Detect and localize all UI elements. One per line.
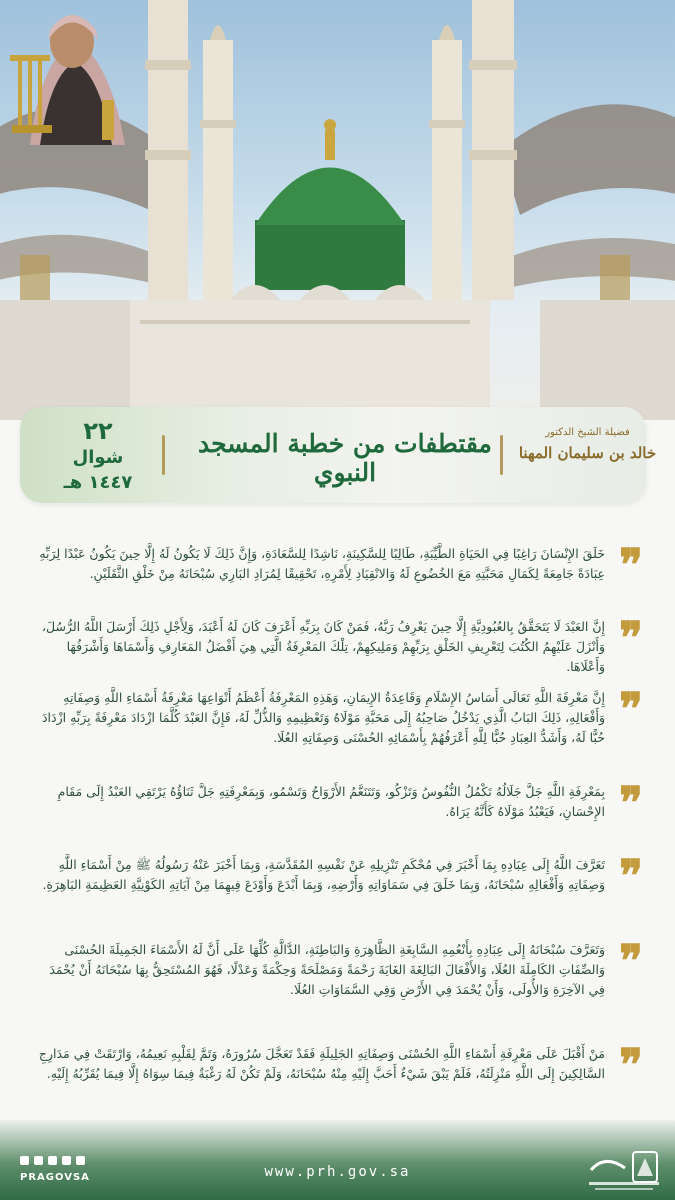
excerpt-text: خَلَقَ الإِنْسَانَ رَاغِبًا فِي الحَيَاةِ الطَّيِّبَةِ، طَالِبًا لِلسَّكِينَةِ، نَاشِدًا لِلسَّعَادَةِ، وَإِنَّ ذَلِكَ لَا يَكُونُ لَهُ إِلَّا حِينَ يَكُونُ عَبْدًا لِرَبِّهِ عِبَادَةً جَامِعَةً لِكَمَالِ مَحَبَّتِهِ مَعَ الخُضُوعِ لَهُ وَالانْقِيَادِ لِأَمْرِهِ، تَحْقِيقًا لِمُرَادِ البَارِي سُبْحَانَهُ مِنْ خَلْقِ الثَّقَلَيْنِ. — [39, 546, 605, 581]
quote-icon: ❞ — [619, 613, 643, 664]
excerpt-3 — [30, 684, 645, 748]
sermon-title: مقتطفات من خطبة المسجد النبوي — [198, 429, 492, 487]
excerpt-4 — [30, 778, 645, 829]
excerpt-7 — [30, 1040, 645, 1091]
quote-icon: ❞ — [619, 1040, 643, 1091]
footer — [0, 1120, 675, 1200]
excerpt-text: تَعَرَّفَ اللَّهُ إِلَى عِبَادِهِ بِمَا أَخْبَرَ فِي مُحْكَمِ تَنْزِيلِهِ عَنْ نَفْسِهِ المُقَدَّسَةِ، وَبِمَا أَخْبَرَ عَنْهُ رَسُولُهُ ﷺ مِنْ أَسْمَاءِ اللَّهِ وَصِفَاتِهِ وَأَفْعَالِهِ سُبْحَانَهُ، وَبِمَا خَلَقَ فِي سَمَاوَاتِهِ وَأَرْضِهِ، وَبِمَا أَبْدَعَ وَأَوْدَعَ فِيهِمَا مِنْ آيَاتِهِ الكَوْنِيَّةِ العَظِيمَةِ البَاهِرَةِ. — [42, 857, 605, 892]
website-link[interactable]: www.prh.gov.sa — [264, 1164, 411, 1180]
date-year: ١٤٤٧ هـ — [63, 472, 133, 493]
excerpt-5 — [30, 851, 645, 902]
social-handle: PRAGOVSA — [20, 1172, 90, 1183]
excerpt-1 — [30, 540, 645, 591]
excerpt-text: إِنَّ مَعْرِفَةَ اللَّهِ تَعَالَى أَسَاسُ الإِسْلَامِ وَقَاعِدَةُ الإِيمَانِ، وَهَذِهِ المَعْرِفَةُ أَعْظَمُ أَنْوَاعِهَا مَعْرِفَةُ أَسْمَاءِ اللَّهِ وَصِفَاتِهِ وَأَفْعَالِهِ، ذَلِكَ البَابُ الَّذِي يَدْخُلُ صَاحِبُهُ إِلَى مَحَبَّةِ مَوْلَاهُ وَتَعْظِيمِهِ وَالذُّلِّ لَهُ، فَإِنَّ العَبْدَ كُلَّمَا ازْدَادَ مَعْرِفَةً بِرَبِّهِ ازْدَادَ حُبًّا لَهُ، وَأَشَدُّ العِبَادِ حُبًّا لِلَّهِ أَعْرَفُهُمْ بِأَسْمَائِهِ الحُسْنَى وَصِفَاتِهِ العُلَا. — [41, 690, 605, 745]
preacher-photo — [0, 0, 140, 145]
excerpt-text: إِنَّ العَبْدَ لَا يَتَحَقَّقُ بِالعُبُودِيَّةِ إِلَّا حِينَ يَعْرِفُ رَبَّهُ، فَمَنْ كَانَ بِرَبِّهِ أَعْرَفَ كَانَ لَهُ أَعْبَدَ، وَلِأَجْلِ ذَلِكَ أَرْسَلَ اللَّهُ الرُّسُلَ، وَأَنْزَلَ عَلَيْهِمُ الكُتُبَ لِتَعْرِيفِ الخَلْقِ بِرَبِّهِمْ وَمَلِيكِهِمْ، تِلْكَ المَعْرِفَةُ الَّتِي هِيَ أَفْضَلُ المَعَارِفِ وَأَسْمَاهَا وَأَشْرَفُهَا وَأَعْلَاهَا. — [41, 619, 605, 674]
excerpt-text: مَنْ أَقْبَلَ عَلَى مَعْرِفَةِ أَسْمَاءِ اللَّهِ الحُسْنَى وَصِفَاتِهِ الجَلِيلَةِ فَقَدْ تَعَجَّلَ سُرُورَهُ، وَتَمَّ لِقَلْبِهِ نَعِيمُهُ، وَارْتَقَتْ فِي مَدَارِجِ السَّالِكِينَ إِلَى اللَّهِ مَنْزِلَتُهُ، فَلَمْ يَبْقَ شَيْءٌ أَحَبَّ إِلَيْهِ مِنْهُ سُبْحَانَهُ، وَلَمْ تَكُنْ لَهُ رَغْبَةٌ فِيمَا سِوَاهُ إِلَّا فِيمَا يُقَرِّبُهُ إِلَيْهِ. — [38, 1046, 605, 1081]
preacher-name: خالد بن سليمان المهنا — [518, 444, 657, 462]
title-banner — [20, 407, 657, 503]
presidency-logo-icon — [585, 1146, 665, 1194]
date-month: شوال — [72, 447, 124, 468]
divider — [500, 435, 503, 475]
quote-icon: ❞ — [619, 540, 643, 591]
quote-icon: ❞ — [619, 851, 643, 902]
hero-image — [0, 0, 675, 420]
preacher-honorific: فضيلة الشيخ الدكتور — [545, 427, 630, 438]
excerpt-2 — [30, 613, 645, 677]
quote-icon: ❞ — [619, 936, 643, 987]
quote-icon: ❞ — [619, 778, 643, 829]
excerpt-6 — [30, 936, 645, 1000]
date-block — [58, 417, 138, 495]
quote-icon: ❞ — [619, 684, 643, 735]
excerpt-text: بِمَعْرِفَةِ اللَّهِ جَلَّ جَلَالُهُ تَكْمُلُ النُّفُوسُ وَتَزْكُو، وَتَتَنَعَّمُ الأَرْوَاحُ وَتَسْمُو، وَبِمَعْرِفَتِهِ جَلَّ ثَنَاؤُهُ يَرْتَقِي العَبْدُ إِلَى مَقَامِ الإِحْسَانِ، فَيَعْبُدُ مَوْلَاهُ كَأَنَّهُ يَرَاهُ. — [57, 784, 605, 819]
divider — [162, 435, 165, 475]
preacher-block — [515, 425, 660, 465]
date-day: ٢٢ — [83, 417, 113, 445]
excerpt-text: وَتَعَرَّفَ سُبْحَانَهُ إِلَى عِبَادِهِ بِأَنْعُمِهِ السَّابِغَةِ الظَّاهِرَةِ وَالبَاطِنَةِ، الدَّالَّةِ كُلِّهَا عَلَى أَنَّ لَهُ الأَسْمَاءَ الجَمِيلَةَ الحُسْنَى وَالصِّفَاتِ الكَامِلَةَ العُلَا، وَالأَفْعَالَ البَالِغَةَ الغَايَةَ رَحْمَةً وَمَصْلَحَةً وَحِكْمَةً وَعَدْلًا، فَهُوَ المُسْتَحِقُّ بِهَا سُبْحَانَهُ أَنْ يُحْمَدَ فِي الآخِرَةِ وَالأُولَى، وَأَنْ يُحْمَدَ فِي الأَرْضِ وَفِي السَّمَاوَاتِ العُلَا. — [49, 942, 605, 997]
